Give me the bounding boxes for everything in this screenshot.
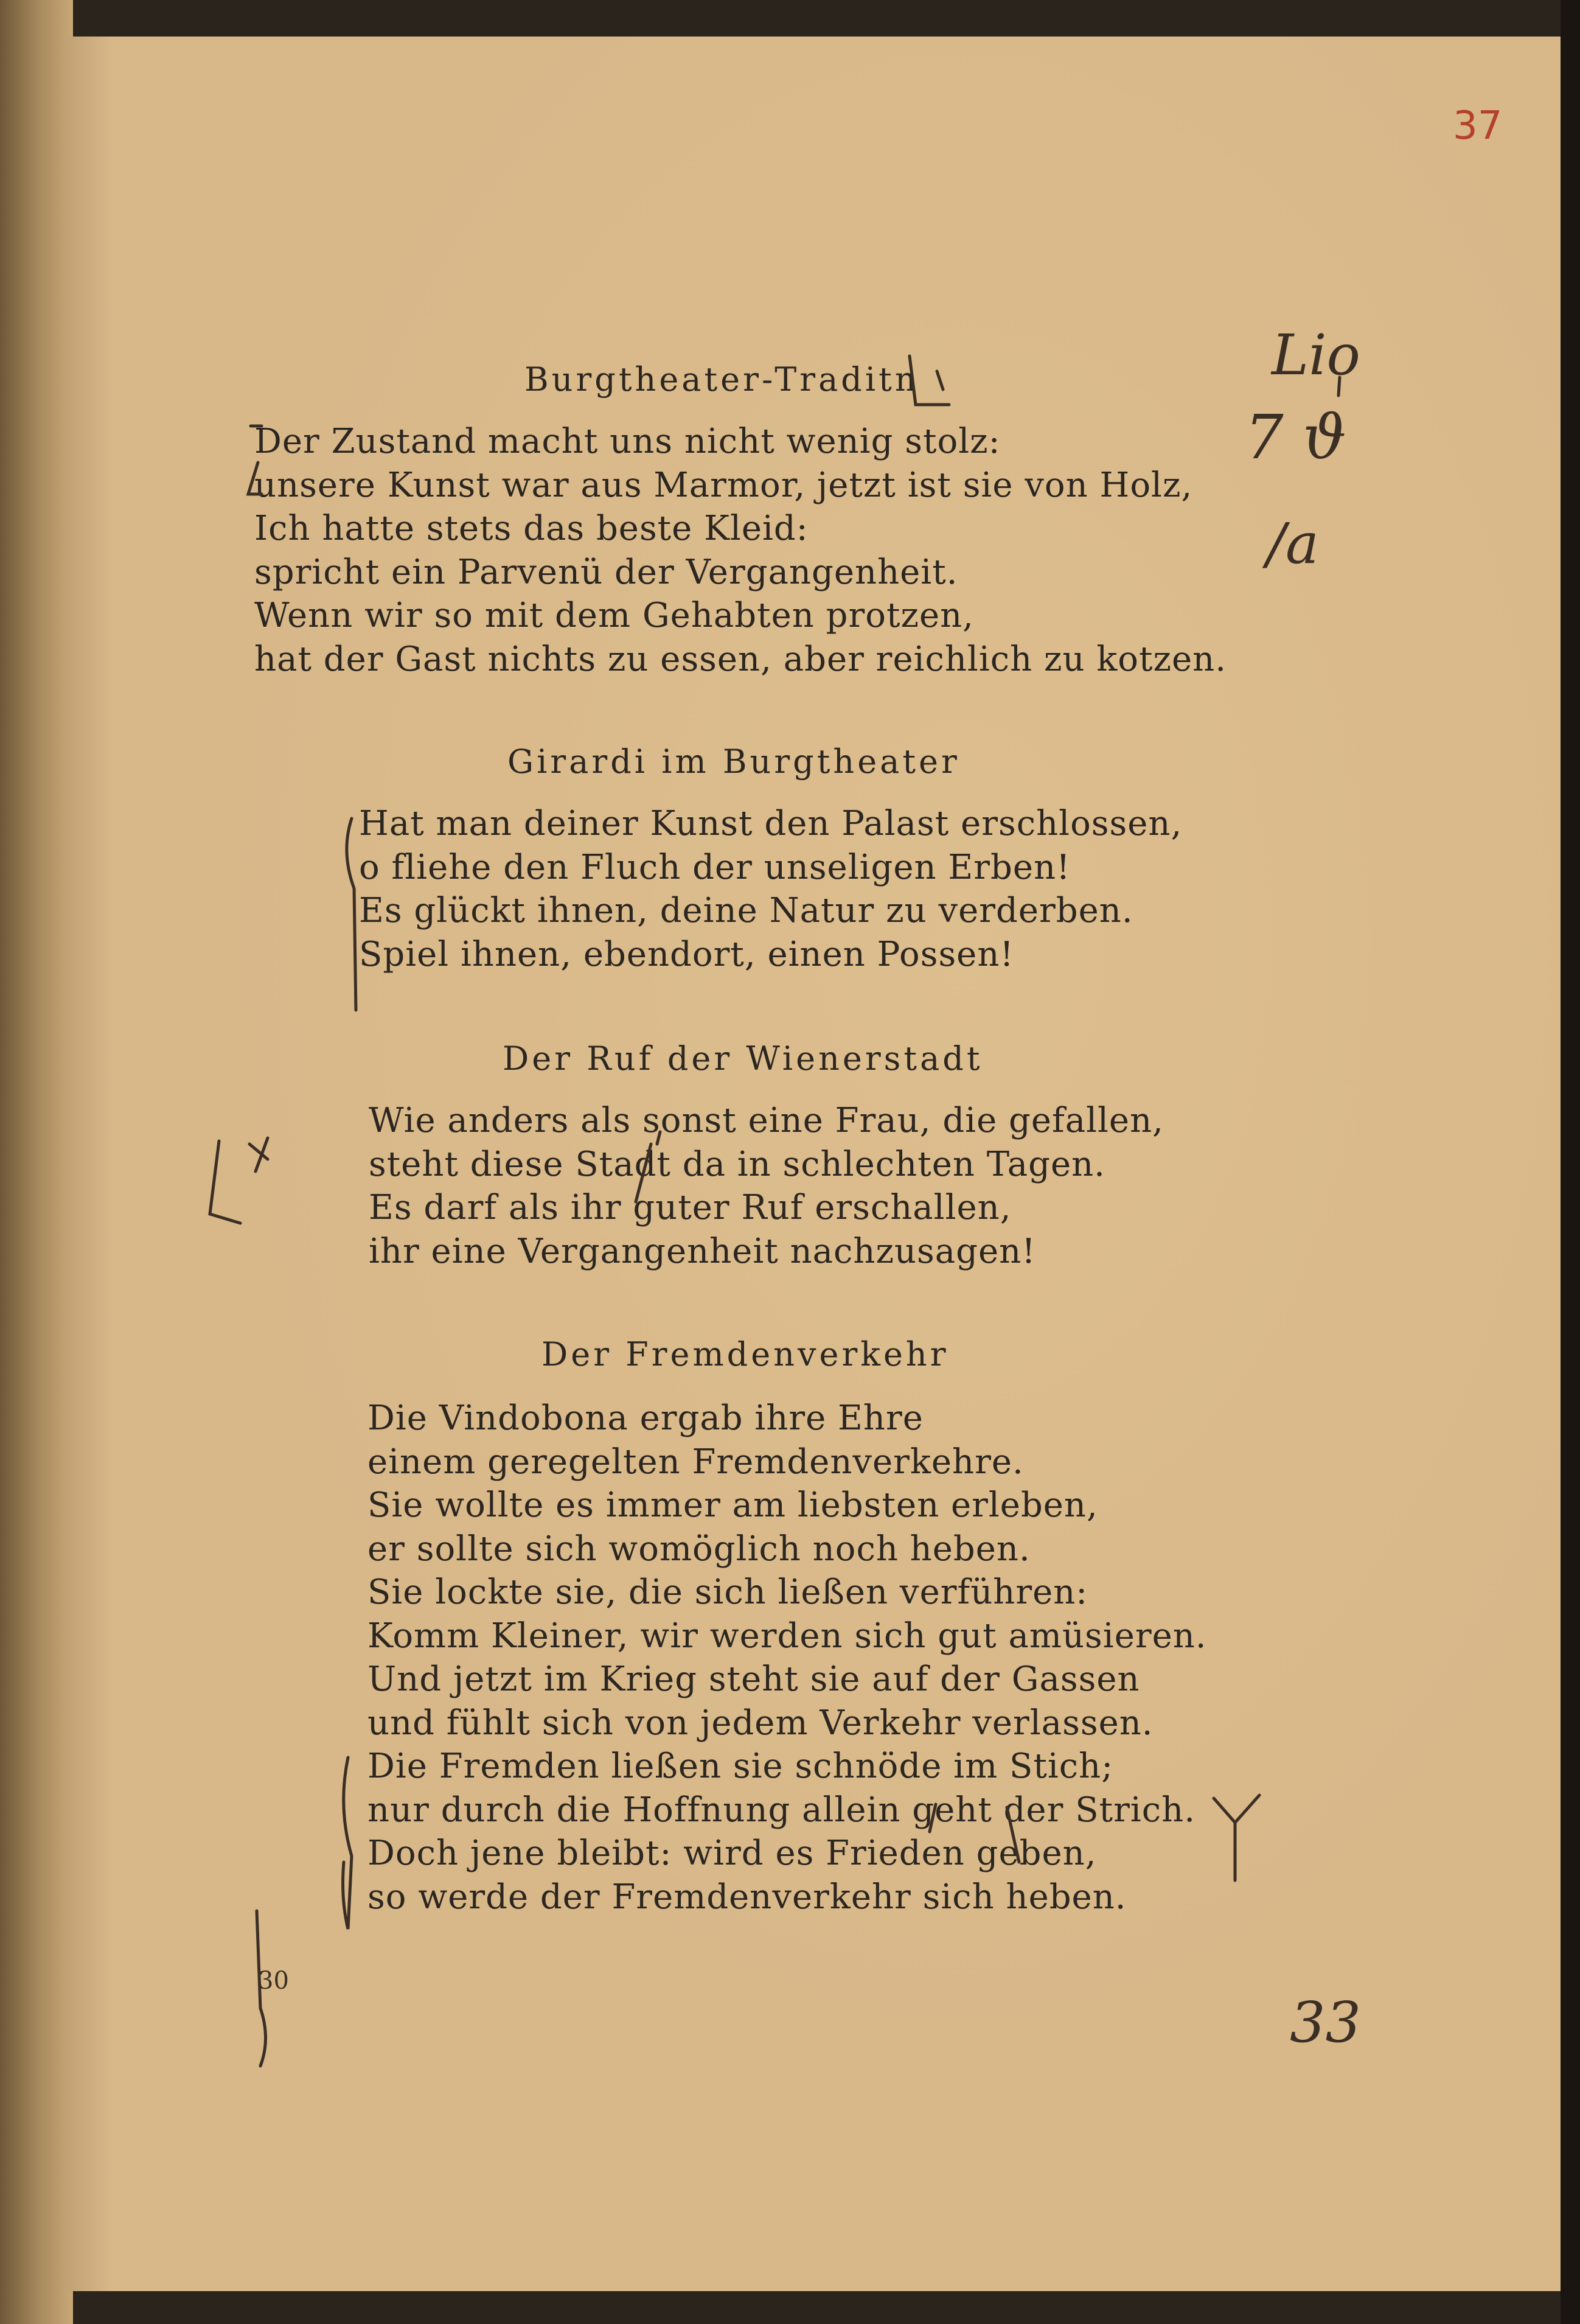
poem-line: o fliehe den Fluch der unseligen Erben! xyxy=(359,847,1071,887)
poem-line: einem geregelten Fremdenverkehre. xyxy=(367,1442,1024,1482)
margin-annotation: 7 ϑ xyxy=(1245,402,1346,473)
poem-line: Sie lockte sie, die sich ließen verführen: xyxy=(367,1572,1088,1612)
folio-number: 30 xyxy=(258,1967,289,1995)
poem-line: steht diese Stadt da in schlechten Tagen. xyxy=(369,1144,1105,1184)
poem-line: Komm Kleiner, wir werden sich gut amüsieren. xyxy=(367,1616,1207,1656)
poem-line: nur durch die Hoffnung allein geht der Strich. xyxy=(367,1790,1195,1830)
margin-annotation: Lio xyxy=(1272,323,1360,388)
poem-title-girardi: Girardi im Burgtheater xyxy=(507,742,960,781)
poem-line: Es darf als ihr guter Ruf erschallen, xyxy=(369,1188,1012,1227)
poem-line: Doch jene bleibt: wird es Frieden geben, xyxy=(367,1834,1097,1873)
poem-line: Sie wollte es immer am liebsten erleben, xyxy=(367,1485,1098,1525)
poem-line: und fühlt sich von jedem Verkehr verlassen. xyxy=(367,1703,1154,1743)
poem-line: hat der Gast nichts zu essen, aber reichlich zu kotzen. xyxy=(254,639,1227,679)
poem-line: Der Zustand macht uns nicht wenig stolz: xyxy=(254,422,1001,461)
poem-line: Es glückt ihnen, deine Natur zu verderben. xyxy=(359,891,1133,930)
poem-line: Wenn wir so mit dem Gehabten protzen, xyxy=(254,596,974,635)
poem-line: Die Fremden ließen sie schnöde im Stich; xyxy=(367,1746,1114,1786)
poem-line: Und jetzt im Krieg steht sie auf der Gassen xyxy=(367,1659,1140,1699)
poem-line: ihr eine Vergangenheit nachzusagen! xyxy=(369,1231,1036,1271)
poem-line: Ich hatte stets das beste Kleid: xyxy=(254,509,809,548)
page-edge xyxy=(1561,0,1580,2324)
poem-title-burgtheater-tradition: Burgtheater-Traditn xyxy=(524,360,919,399)
poem-line: er sollte sich womöglich noch heben. xyxy=(367,1529,1031,1569)
poem-stanza-fremdenverkehr xyxy=(367,1397,1207,1919)
poem-line: so werde der Fremdenverkehr sich heben. xyxy=(367,1877,1127,1917)
poem-stanza-ruf-der-wienerstadt xyxy=(369,1099,1164,1273)
margin-annotation: 33 xyxy=(1290,1990,1362,2055)
poem-line: Hat man deiner Kunst den Palast erschlossen, xyxy=(359,804,1183,843)
page-number: 37 xyxy=(1453,103,1503,148)
poem-line: Spiel ihnen, ebendort, einen Possen! xyxy=(359,934,1014,974)
poem-stanza-burgtheater-tradition xyxy=(254,420,1227,681)
poem-stanza-girardi xyxy=(359,802,1182,976)
poem-title-fremdenverkehr: Der Fremdenverkehr xyxy=(541,1335,949,1373)
poem-line: Wie anders als sonst eine Frau, die gefallen, xyxy=(369,1101,1164,1140)
margin-annotation: /a xyxy=(1267,511,1319,576)
book-gutter xyxy=(0,0,73,2324)
poem-line: spricht ein Parvenü der Vergangenheit. xyxy=(254,552,958,592)
poem-title-ruf-der-wienerstadt: Der Ruf der Wienerstadt xyxy=(503,1039,983,1078)
poem-line: unsere Kunst war aus Marmor, jetzt ist sie von Holz, xyxy=(254,465,1193,505)
poem-line: Die Vindobona ergab ihre Ehre xyxy=(367,1398,924,1438)
